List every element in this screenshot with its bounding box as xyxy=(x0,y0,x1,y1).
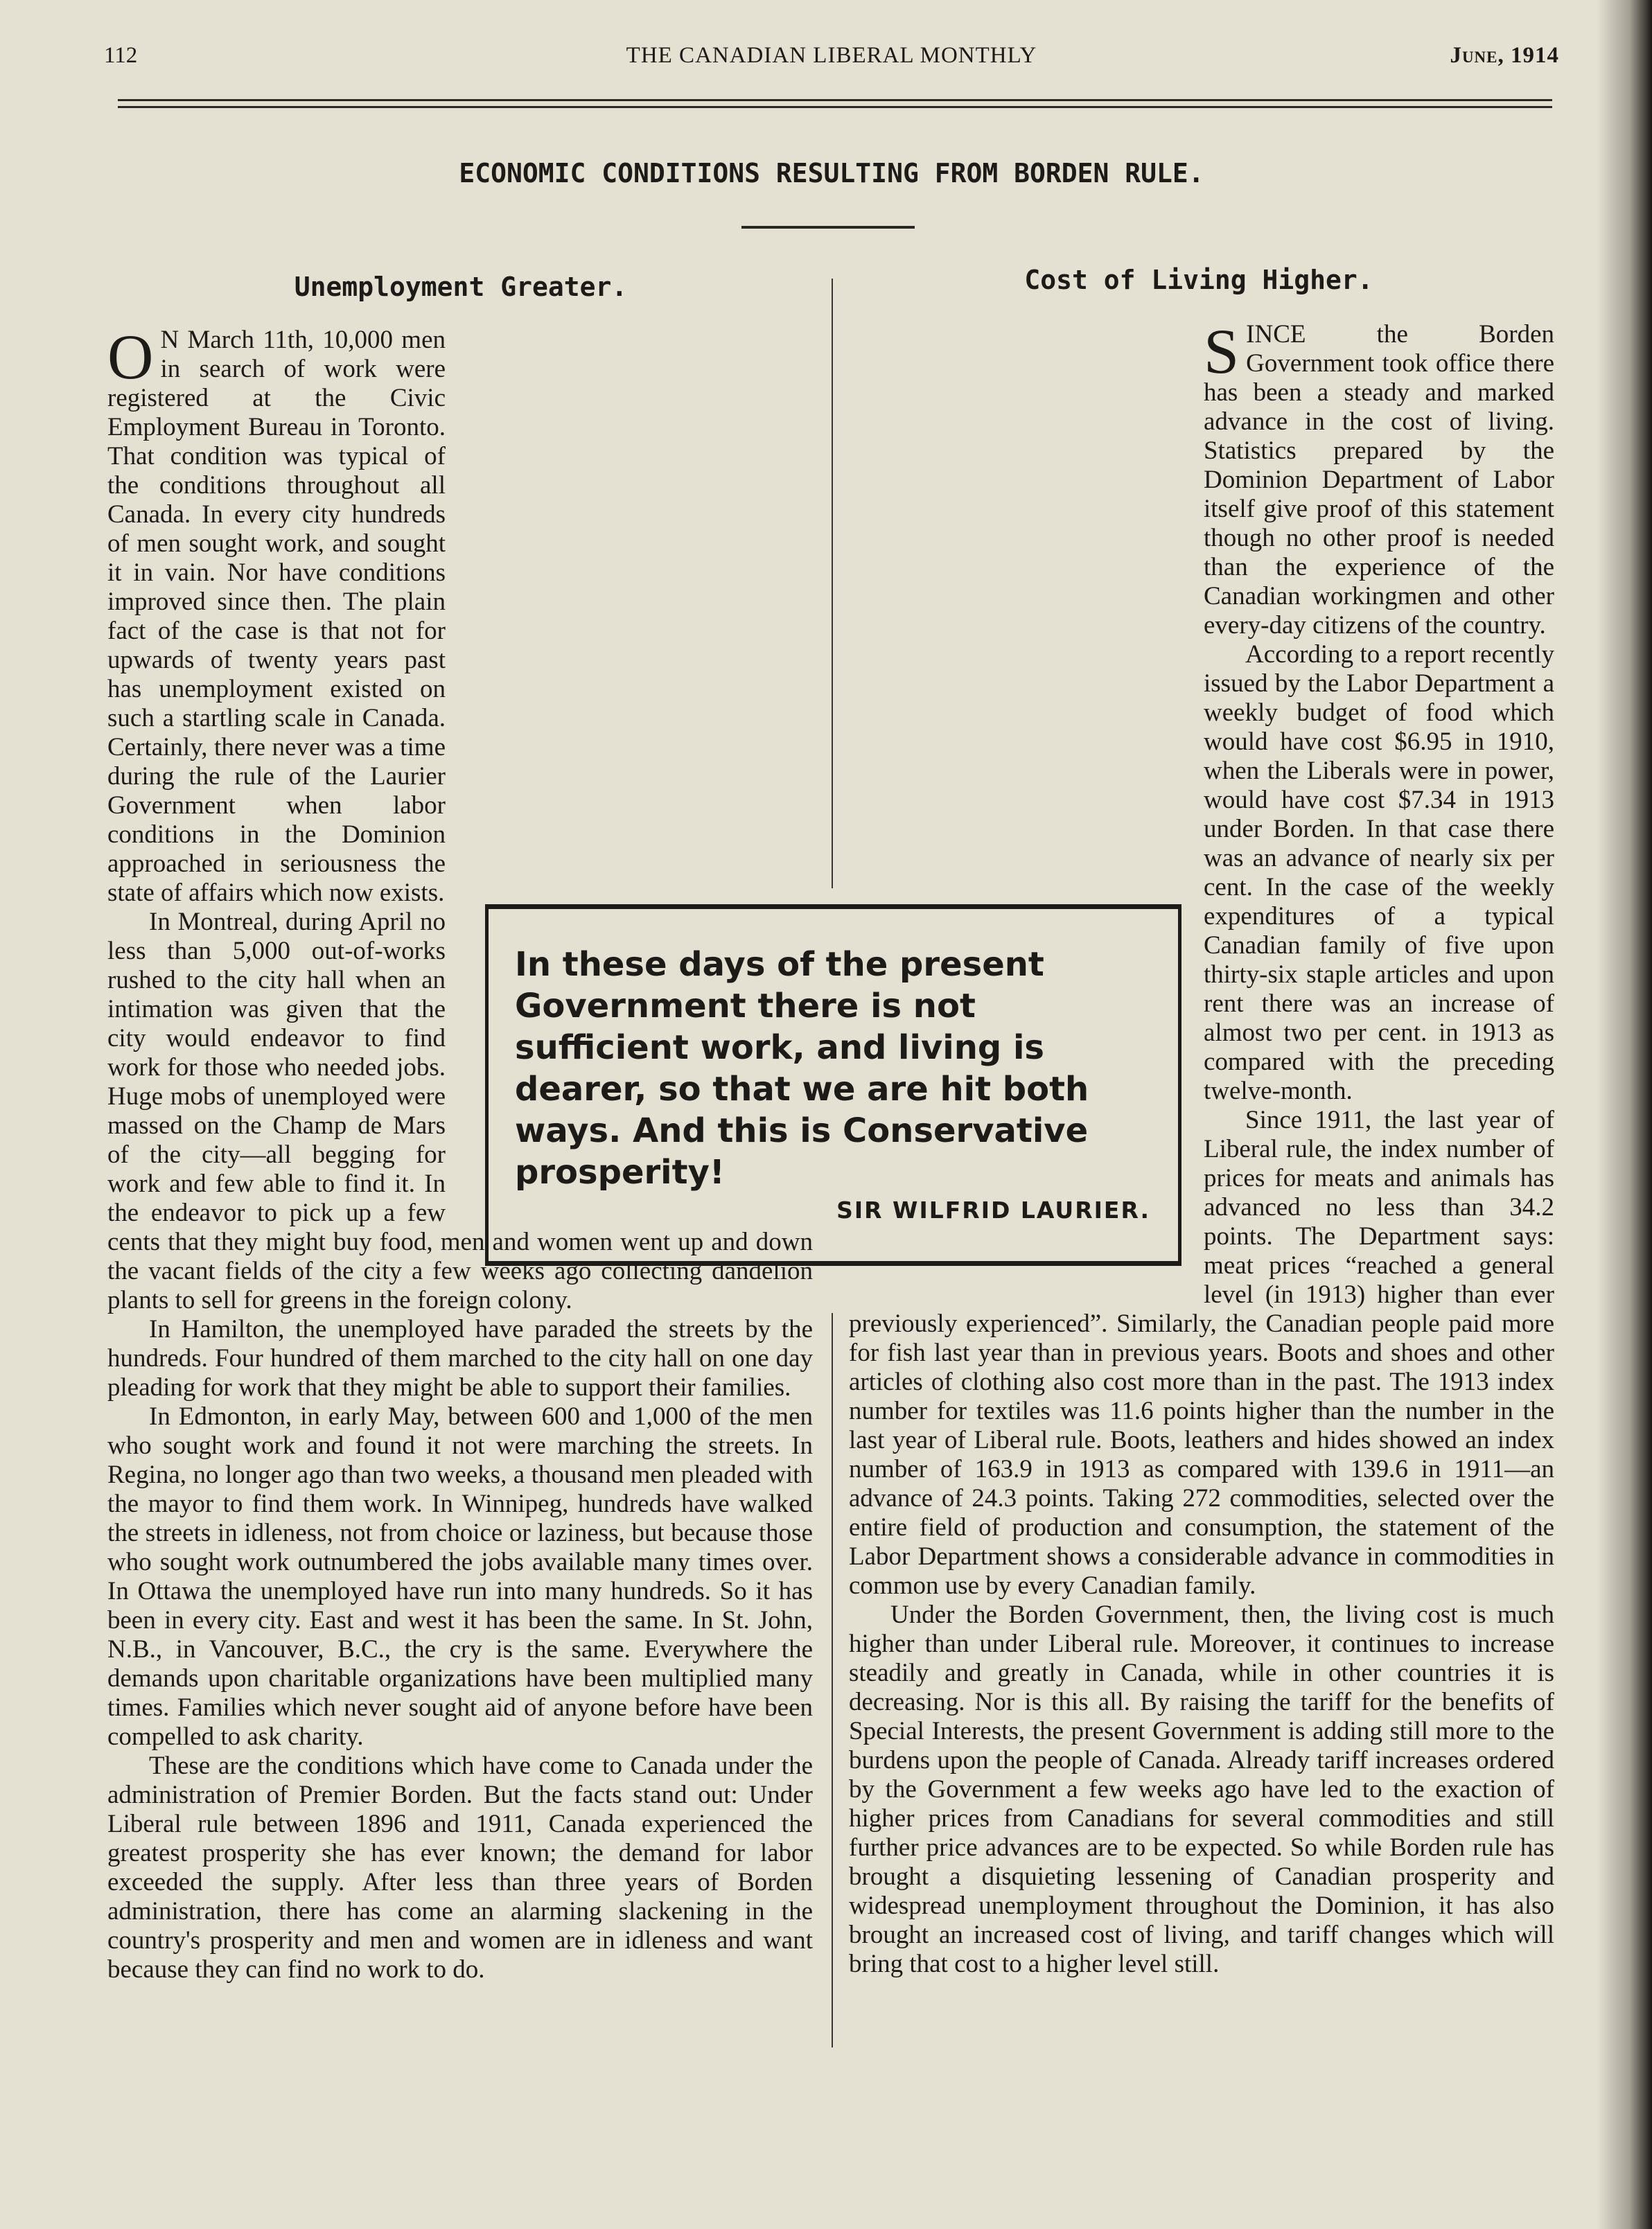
running-header xyxy=(104,40,1559,82)
dropcap-o: O xyxy=(107,321,154,392)
left-paragraph-5: These are the conditions which have come to Canada under the administration of Premier Borden. But the facts stand out: Under Liberal rule between 1896 and 1911, Canada experienced the greatest prosperity she has ever known; the demand for labor exceeded the supply. After less than three years of Borden administration, there has come an alarming slackening in the country's prosperity and men and women are in idleness and want because they can find no work to do. xyxy=(107,1752,813,1984)
header-rule-bottom xyxy=(118,106,1552,108)
left-paragraph-1 xyxy=(107,321,813,908)
left-paragraph-4: In Edmonton, in early May, between 600 and 1,000 of the men who sought work and found it not were marching the streets. In Regina, no longer ago than two weeks, a thousand men pleaded with the mayor to find them work. In Winnipeg, hundreds have walked the streets in idleness, not from choice or laziness, but because those who sought work outnumbered the jobs available many times over. In Ottawa the unemployed have run into many hundreds. So it has been in every city. East and west it has been the same. In St. John, N.B., in Vancouver, B.C., the cry is the same. Everywhere the demands upon charitable organizations have been multiplied many times. Families which never sought aid of anyone before have been compelled to ask charity. xyxy=(107,1402,813,1751)
page-number: 112 xyxy=(104,43,138,68)
right-paragraph-1 xyxy=(849,316,1554,640)
right-paragraph-1-text: INCE the Borden Government took office there has been a steady and marked advance in the cost of living. Statistics prepared by the Dominion Department of Labor itself give proof of this statement though no other proof is needed than the experience of the Canadian workingmen and other every-day citizens of the country. xyxy=(1204,320,1554,640)
right-paragraph-4: Under the Borden Government, then, the living cost is much higher than under Liberal rule. Moreover, it continues to increase steadily and greatly in Canada, while in other countries it is decreasing. Nor is this all. By raising the tariff for the benefits of Special Interests, the present Government is adding still more to the burdens upon the people of Canada. Already tariff increases ordered by the Government a few weeks ago have led to the exaction of higher prices from Canadians for several commodities and still further price advances are to be expected. So while Borden rule has brought a disquieting lessening of Canadian prosperity and widespread unemployment throughout the Dominion, it has also brought an increased cost of living, and tariff changes which will bring that cost to a higher level still. xyxy=(849,1601,1554,1978)
header-rule-top xyxy=(118,99,1552,101)
left-column-heading: Unemployment Greater. xyxy=(294,272,628,302)
column-divider-lower xyxy=(832,1313,833,2047)
right-column-heading: Cost of Living Higher. xyxy=(1024,265,1373,295)
issue-date: June, 1914 xyxy=(1450,43,1559,68)
left-paragraph-1-text: N March 11th, 10,000 men in search of work were registered at the Civic Employment Bureau in Toronto. That condition was typical of the conditions throughout all Canada. In every city hundreds of men sought work, and sought it in vain. Nor have conditions improved since then. The plain fact of the case is that not for upwards of twenty years past has unemployment existed on such a startling scale in Canada. Certainly, there never was a time during the rule of the Laurier Government when labor conditions in the Dominion approached in seriousness the state of affairs which now exists. xyxy=(107,326,446,907)
right-paragraph-2: According to a report recently issued by the Labor Department a weekly budget of food which would have cost $6.95 in 1910, when the Liberals were in power, would have cost $7.34 in 1913 under Borden. In that case there was an advance of nearly six per cent. In the case of the weekly expenditures of a typical Canadian family of five upon thirty-six staple articles and upon rent there was an increase of almost two per cent. in 1913 as compared with the preceding twelve-month. xyxy=(1204,640,1554,1105)
right-paragraph-3: Since 1911, the last year of Liberal rule, the index number of prices for meats and animals has advanced no less than 34.2 points. The Department says: meat prices “reached a general level (in 1913) higher than ever previously experienced”. Similarly, the Canadian people paid more for fish last year than in previous years. Boots and shoes and other articles of clothing also cost more than in the past. The 1913 index number for textiles was 11.6 points higher than the number in the last year of Liberal rule. Boots, leathers and hides showed an index number of 163.9 in 1913 as compared with 139.6 in 1911—an advance of 24.3 points. Taking 272 commodities, selected over the entire field of production and consumption, the statement of the Labor Department shows a considerable advance in commodities in common use by every Canadian family. xyxy=(849,1106,1554,1600)
article-title: ECONOMIC CONDITIONS RESULTING FROM BORDEN RULE. xyxy=(459,158,1204,188)
left-paragraph-2: In Montreal, during April no less than 5,000 out-of-works rushed to the city hall when an intimation was given that the city would endeavor to find work for those who needed jobs. Huge mobs of unemployed were massed on the Champ de Mars of the city—all begging for work and few able to find it. In the endeavor to pick up a few cents that they might buy food, men and women went up and down the vacant fields of the city a few weeks ago collecting dandelion plants to sell for greens in the foreign colony. xyxy=(107,908,813,1314)
title-ornament-rule xyxy=(741,226,915,229)
journal-title: THE CANADIAN LIBERAL MONTHLY xyxy=(626,43,1037,68)
page-edge-shadow xyxy=(1597,0,1652,2229)
column-divider-upper xyxy=(832,279,833,888)
quote-attribution: SIR WILFRID LAURIER. xyxy=(836,1197,1150,1224)
quote-text: In these days of the present Government there is not sufficient work, and living is dearer, so that we are hit both ways. And this is Conservative prosperity! xyxy=(515,945,1089,1192)
dropcap-s: S xyxy=(1204,316,1240,387)
left-paragraph-3: In Hamilton, the unemployed have paraded the streets by the hundreds. Four hundred of them marched to the city hall on one day pleading for work that they might be able to support their families. xyxy=(107,1315,813,1402)
laurier-quote-box xyxy=(485,904,1181,1266)
